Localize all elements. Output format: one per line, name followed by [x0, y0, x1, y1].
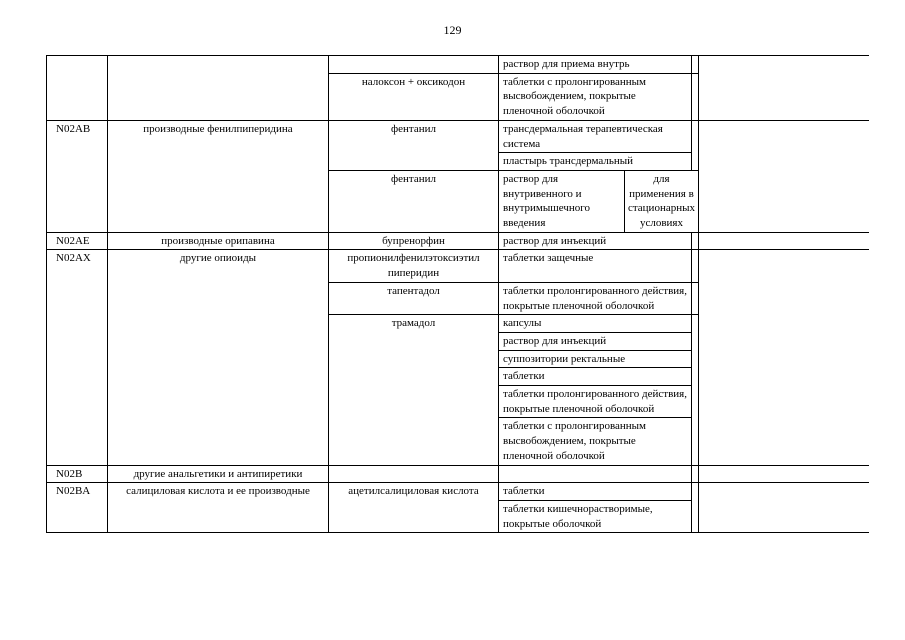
note-cell: [692, 56, 699, 73]
note-cell: [692, 283, 699, 314]
note-cell: [692, 466, 699, 483]
note-cell: [692, 315, 699, 464]
dosage-form: суппозитории ректальные: [499, 350, 691, 368]
dosage-forms-cell: [498, 74, 692, 120]
dosage-forms-cell: [498, 466, 692, 483]
dosage-form: таблетки кишечнорастворимые, покрытые оболочкой: [499, 500, 691, 532]
dosage-form: раствор для внутривенного и внутримышечного введения: [503, 172, 590, 230]
note-cell: [692, 483, 699, 532]
dosage-form: таблетки пролонгированного действия, покрытые пленочной оболочкой: [503, 284, 687, 312]
group-name-cell: производные орипавина: [107, 233, 328, 250]
drug-table: [46, 55, 869, 533]
dosage-form: трансдермальная терапевтическая система: [503, 122, 663, 150]
drug-entry: [328, 250, 699, 281]
dosage-form: раствор для приема внутрь: [503, 58, 630, 70]
drug-entry: [328, 314, 699, 464]
drug-entry: [328, 121, 699, 170]
atc-code-cell: N02AB: [46, 121, 107, 232]
drug-name-cell: [328, 466, 498, 483]
dosage-form: капсулы: [503, 317, 542, 330]
dosage-form: таблетки пролонгированного действия, покрытые пленочной оболочкой: [499, 385, 691, 417]
dosage-form: раствор для инъекций: [503, 234, 607, 247]
drug-name-cell: фентанил: [328, 171, 498, 232]
group-name-cell: другие опиоиды: [107, 250, 328, 464]
dosage-forms-cell: [498, 233, 692, 250]
atc-code-cell: [46, 56, 107, 120]
drug-entry: [328, 170, 699, 232]
note-cell: [692, 250, 699, 281]
atc-code-cell: N02B: [46, 466, 107, 483]
drug-name-cell: трамадол: [328, 315, 498, 464]
drug-entry: [328, 233, 699, 250]
table-row: [46, 232, 869, 250]
dosage-form: таблетки с пролонгированным высвобождением, покрытые пленочной оболочкой: [503, 75, 647, 118]
drug-name-cell: тапентадол: [328, 283, 498, 314]
dosage-forms-cell: [498, 250, 692, 281]
atc-code-cell: N02AX: [46, 250, 107, 464]
group-name-cell: другие анальгетики и антипиретики: [107, 466, 328, 483]
table-row: [46, 249, 869, 464]
dosage-form: таблетки: [499, 367, 691, 385]
drug-name-cell: бупренорфин: [328, 233, 498, 250]
atc-code-cell: N02AE: [46, 233, 107, 250]
dosage-forms-cell: [498, 483, 692, 532]
note-cell: [692, 74, 699, 120]
drug-entry: [328, 466, 699, 483]
drug-entry: [328, 73, 699, 120]
dosage-form: таблетки защечные: [503, 252, 594, 265]
table-row: [46, 465, 869, 483]
drug-name-cell: фентанил: [328, 121, 498, 170]
group-name-cell: [107, 56, 328, 120]
note-cell: для применения в стационарных условиях: [625, 171, 699, 232]
group-name-cell: производные фенилпиперидина: [107, 121, 328, 232]
drug-name-cell: налоксон + оксикодон: [328, 74, 498, 120]
table-row: [46, 56, 869, 120]
drug-name-cell: пропионилфенилэтоксиэтил пиперидин: [328, 250, 498, 281]
dosage-forms-cell: [498, 56, 692, 73]
atc-code-cell: N02BA: [46, 483, 107, 532]
dosage-form: таблетки: [503, 485, 545, 498]
dosage-forms-cell: [498, 121, 692, 170]
table-row: [46, 120, 869, 232]
dosage-forms-cell: [498, 171, 625, 232]
note-cell: [692, 121, 699, 170]
note-cell: [692, 233, 699, 250]
drug-name-cell: [328, 56, 498, 73]
drug-entry: [328, 282, 699, 314]
drug-entry: [328, 56, 699, 73]
dosage-forms-cell: [498, 315, 692, 464]
group-name-cell: салициловая кислота и ее производные: [107, 483, 328, 532]
dosage-forms-cell: [498, 283, 692, 314]
drug-entry: [328, 483, 699, 532]
dosage-form: таблетки с пролонгированным высвобождением, покрытые пленочной оболочкой: [499, 417, 691, 464]
dosage-form: пластырь трансдермальный: [499, 152, 691, 170]
page-number: 129: [443, 23, 462, 37]
dosage-form: [499, 466, 691, 483]
table-row: [46, 482, 869, 532]
dosage-form: раствор для инъекций: [499, 332, 691, 350]
drug-name-cell: ацетилсалициловая кислота: [328, 483, 498, 532]
